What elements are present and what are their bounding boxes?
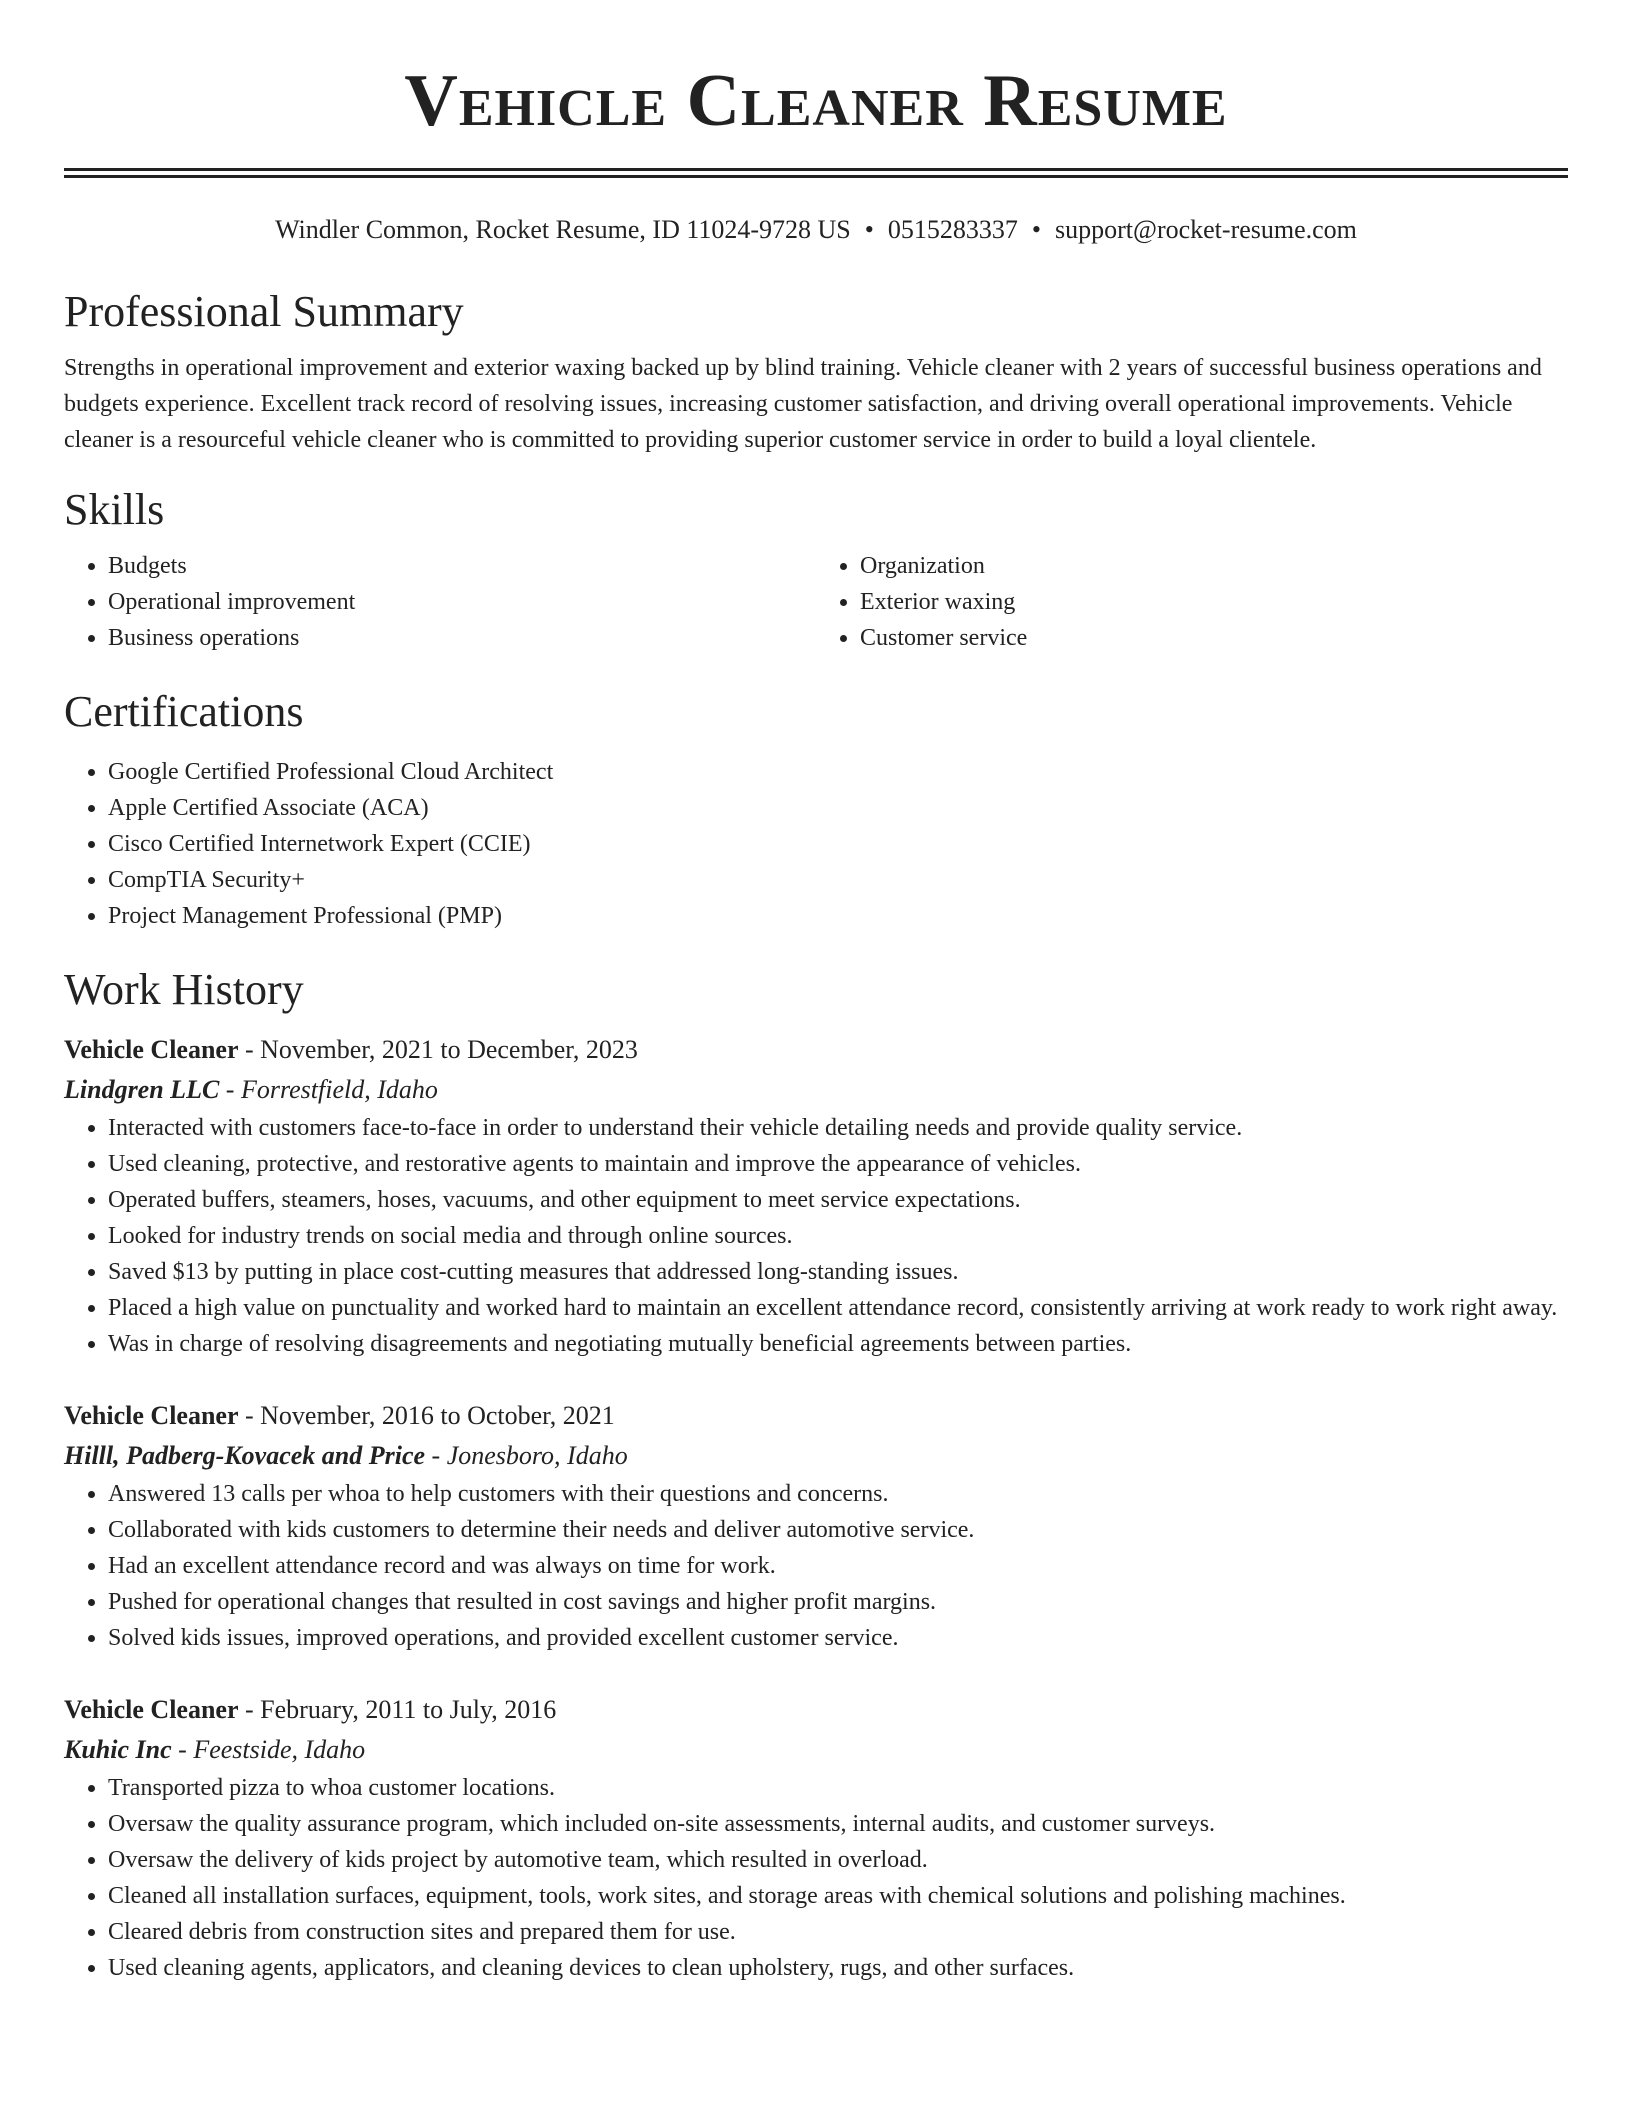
skill-item: • Exterior waxing — [860, 584, 1568, 620]
skill-item: • Business operations — [108, 620, 816, 656]
contact-address: Windler Common, Rocket Resume, ID 11024-9728 US — [275, 215, 851, 244]
job-location: - Forrestfield, Idaho — [219, 1075, 438, 1104]
job-duty: • Placed a high value on punctuality and worked hard to maintain an excellent attendance record, consistently arriving at work ready to work right away. — [108, 1290, 1568, 1326]
job-duty: • Oversaw the quality assurance program, which included on-site assessments, internal audits, and customer surveys. — [108, 1806, 1568, 1842]
job-duty: • Collaborated with kids customers to determine their needs and deliver automotive service. — [108, 1512, 1568, 1548]
certifications-section — [64, 684, 1568, 934]
summary-section — [64, 284, 1568, 458]
summary-text: Strengths in operational improvement and exterior waxing backed up by blind training. Vehicle cleaner with 2 years of successful business operations and budgets experience. Excellent track record of resolving issues, increasing customer satisfaction, and driving overall operational improvements. Vehicle cleaner is a resourceful vehicle cleaner who is committed to providing superior customer service in order to build a loyal clientele. — [64, 355, 1542, 453]
job-company: Lindgren LLC — [64, 1075, 220, 1104]
certification-item: • Apple Certified Associate (ACA) — [108, 790, 1568, 826]
certifications-heading: Certifications — [64, 687, 304, 736]
job-role: Vehicle Cleaner — [64, 1035, 239, 1064]
job-company: Kuhic Inc — [64, 1735, 172, 1764]
skills-section — [64, 482, 1568, 656]
skill-item: • Budgets — [108, 548, 816, 584]
resume-title: Vehicle Cleaner Resume — [404, 60, 1228, 142]
certification-item: • CompTIA Security+ — [108, 862, 1568, 898]
job-duties — [64, 1476, 1568, 1656]
job-duty: • Used cleaning agents, applicators, and cleaning devices to clean upholstery, rugs, and other surfaces. — [108, 1950, 1568, 1986]
job-duty: • Used cleaning, protective, and restorative agents to maintain and improve the appearance of vehicles. — [108, 1146, 1568, 1182]
certification-item: • Google Certified Professional Cloud Architect — [108, 754, 1568, 790]
job-company-line — [64, 1730, 1568, 1770]
job-duties — [64, 1110, 1568, 1362]
job-duty: • Cleaned all installation surfaces, equipment, tools, work sites, and storage areas with chemical solutions and polishing machines. — [108, 1878, 1568, 1914]
skill-item: • Organization — [860, 548, 1568, 584]
job-duty: • Transported pizza to whoa customer locations. — [108, 1770, 1568, 1806]
job-dates: - November, 2016 to October, 2021 — [238, 1401, 615, 1430]
work-history-section — [64, 962, 1568, 1986]
skill-item: • Customer service — [860, 620, 1568, 656]
job-entry — [64, 1396, 1568, 1656]
job-company-line — [64, 1070, 1568, 1110]
work-history-heading: Work History — [64, 965, 304, 1014]
certification-item: • Cisco Certified Internetwork Expert (CCIE) — [108, 826, 1568, 862]
job-role: Vehicle Cleaner — [64, 1401, 239, 1430]
title-divider — [64, 168, 1568, 178]
contact-separator: • — [864, 215, 874, 244]
job-duty: • Solved kids issues, improved operations, and provided excellent customer service. — [108, 1620, 1568, 1656]
contact-email: support@rocket-resume.com — [1055, 215, 1357, 244]
summary-heading: Professional Summary — [64, 287, 464, 336]
job-dates: - November, 2021 to December, 2023 — [238, 1035, 638, 1064]
job-entry — [64, 1030, 1568, 1362]
job-role: Vehicle Cleaner — [64, 1695, 239, 1724]
job-duty: • Had an excellent attendance record and was always on time for work. — [108, 1548, 1568, 1584]
job-duty: • Operated buffers, steamers, hoses, vacuums, and other equipment to meet service expectations. — [108, 1182, 1568, 1218]
skills-grid — [64, 548, 1568, 656]
job-location: - Jonesboro, Idaho — [425, 1441, 628, 1470]
skills-list-right — [816, 548, 1568, 656]
job-duty: • Interacted with customers face-to-face in order to understand their vehicle detailing needs and provide quality service. — [108, 1110, 1568, 1146]
job-duty: • Cleared debris from construction sites and prepared them for use. — [108, 1914, 1568, 1950]
job-title-line — [64, 1030, 1568, 1070]
contact-line — [64, 214, 1568, 246]
job-duty: • Looked for industry trends on social media and through online sources. — [108, 1218, 1568, 1254]
job-company-line — [64, 1436, 1568, 1476]
job-duty: • Oversaw the delivery of kids project by automotive team, which resulted in overload. — [108, 1842, 1568, 1878]
job-location: - Feestside, Idaho — [171, 1735, 366, 1764]
job-title-line — [64, 1396, 1568, 1436]
skills-heading: Skills — [64, 485, 165, 534]
job-duty: • Was in charge of resolving disagreements and negotiating mutually beneficial agreements between parties. — [108, 1326, 1568, 1362]
contact-separator: • — [1031, 215, 1041, 244]
job-duty: • Answered 13 calls per whoa to help customers with their questions and concerns. — [108, 1476, 1568, 1512]
skills-list-left — [64, 548, 816, 656]
contact-phone: 0515283337 — [887, 215, 1018, 244]
certification-item: • Project Management Professional (PMP) — [108, 898, 1568, 934]
job-duties — [64, 1770, 1568, 1986]
job-company: Hilll, Padberg-Kovacek and Price — [64, 1441, 426, 1470]
certifications-list — [64, 754, 1568, 934]
job-title-line — [64, 1690, 1568, 1730]
job-entry — [64, 1690, 1568, 1986]
skill-item: • Operational improvement — [108, 584, 816, 620]
job-duty: • Pushed for operational changes that resulted in cost savings and higher profit margins. — [108, 1584, 1568, 1620]
job-duty: • Saved $13 by putting in place cost-cutting measures that addressed long-standing issues. — [108, 1254, 1568, 1290]
job-dates: - February, 2011 to July, 2016 — [238, 1695, 557, 1724]
